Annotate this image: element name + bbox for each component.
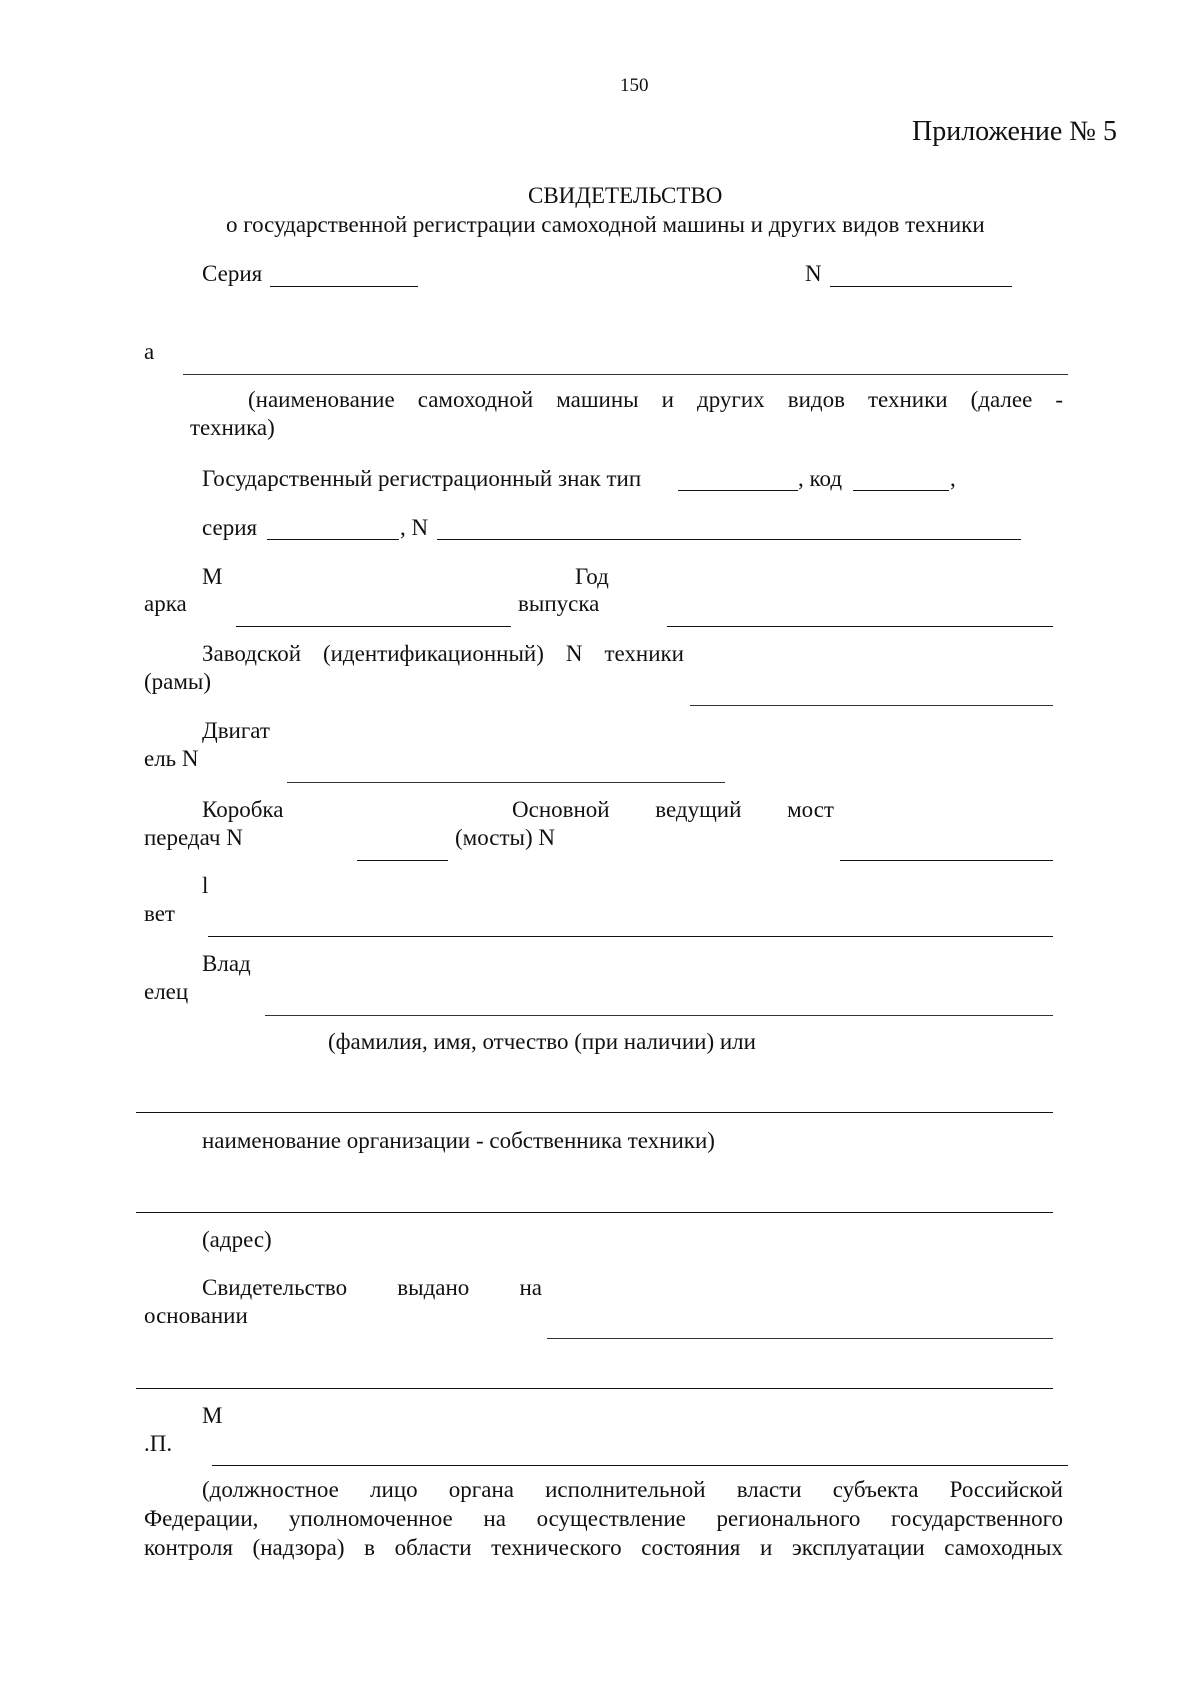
word: техники bbox=[868, 387, 948, 412]
word: самоходных bbox=[944, 1535, 1063, 1560]
word: и bbox=[661, 387, 674, 412]
color-label-cont: вет bbox=[144, 901, 175, 926]
owner-label: Влад bbox=[202, 951, 251, 976]
word: на bbox=[483, 1506, 506, 1531]
word: состояния bbox=[641, 1535, 741, 1560]
axle-label bbox=[512, 796, 834, 824]
official-signature-field[interactable] bbox=[212, 1465, 1068, 1466]
machine-name-caption-cont: техника) bbox=[190, 415, 275, 440]
word: и bbox=[759, 1535, 773, 1560]
axle-label-cont: (мосты) N bbox=[455, 825, 556, 850]
color-field[interactable] bbox=[208, 936, 1053, 937]
word: субъекта bbox=[832, 1477, 919, 1502]
owner-caption: (фамилия, имя, отчество (при наличии) или bbox=[328, 1029, 756, 1054]
page-number: 150 bbox=[620, 75, 649, 96]
year-label-vypuska: выпуска bbox=[518, 591, 600, 616]
word: на bbox=[519, 1275, 542, 1300]
word: техники bbox=[604, 641, 684, 666]
engine-number-field[interactable] bbox=[287, 782, 725, 783]
word: государственного bbox=[891, 1506, 1063, 1531]
stamp-label-cont: .П. bbox=[144, 1431, 173, 1456]
word: (идентификационный) bbox=[322, 641, 544, 666]
word: (должностное bbox=[202, 1477, 339, 1502]
word: машины bbox=[556, 387, 639, 412]
series-label: Серия bbox=[202, 261, 263, 286]
word: мост bbox=[787, 797, 834, 822]
document-subtitle: о государственной регистрации самоходной машины и других видов техники bbox=[226, 212, 985, 237]
issued-label bbox=[202, 1274, 542, 1302]
word: других bbox=[697, 387, 765, 412]
word: власти bbox=[736, 1477, 802, 1502]
year-field[interactable] bbox=[667, 626, 1053, 627]
word: области bbox=[394, 1535, 472, 1560]
word: контроля bbox=[144, 1535, 233, 1560]
word: регионального bbox=[716, 1506, 861, 1531]
reg-sign-label: Государственный регистрационный знак тип bbox=[202, 466, 642, 491]
factory-number-label bbox=[202, 640, 684, 668]
series2-number-field[interactable] bbox=[437, 539, 1021, 540]
word: N bbox=[565, 641, 583, 666]
owner-label-cont: елец bbox=[144, 979, 189, 1004]
word: эксплуатации bbox=[791, 1535, 925, 1560]
reg-comma: , bbox=[950, 466, 956, 491]
word: Основной bbox=[512, 797, 610, 822]
owner-field[interactable] bbox=[265, 1015, 1053, 1016]
address-caption: (адрес) bbox=[202, 1227, 272, 1252]
number-field[interactable] bbox=[830, 286, 1012, 287]
word: (надзора) bbox=[252, 1535, 345, 1560]
official-caption-line-2 bbox=[144, 1505, 1063, 1533]
brand-field[interactable] bbox=[236, 626, 511, 627]
series2-n-label: , N bbox=[400, 515, 429, 540]
word: видов bbox=[787, 387, 845, 412]
reg-code-field[interactable] bbox=[853, 490, 949, 491]
color-label: l bbox=[202, 873, 209, 898]
engine-label-cont: ель N bbox=[144, 746, 199, 771]
word: (далее bbox=[970, 387, 1033, 412]
machine-name-caption bbox=[248, 386, 1063, 414]
machine-name-field[interactable] bbox=[183, 374, 1068, 375]
word: исполнительной bbox=[545, 1477, 706, 1502]
word: выдано bbox=[397, 1275, 470, 1300]
org-caption: наименование организации - собственника техники) bbox=[202, 1128, 715, 1153]
reg-code-label: , код bbox=[798, 466, 843, 491]
brand-label-arka: арка bbox=[144, 591, 187, 616]
factory-number-label-cont: (рамы) bbox=[144, 669, 212, 694]
word: ведущий bbox=[655, 797, 742, 822]
word: самоходной bbox=[417, 387, 534, 412]
engine-label: Двигат bbox=[202, 718, 270, 743]
gearbox-label-cont: передач N bbox=[144, 825, 243, 850]
official-caption-line-3 bbox=[144, 1534, 1063, 1562]
word: Свидетельство bbox=[202, 1275, 348, 1300]
issued-basis-field-2[interactable] bbox=[136, 1388, 1053, 1389]
axle-number-field[interactable] bbox=[840, 860, 1053, 861]
series-field[interactable] bbox=[270, 286, 418, 287]
official-caption-line-1 bbox=[202, 1476, 1063, 1504]
factory-number-field[interactable] bbox=[690, 705, 1053, 706]
reg-sign-type-field[interactable] bbox=[678, 490, 798, 491]
year-label-god: Год bbox=[575, 564, 609, 589]
word: Федерации, bbox=[144, 1506, 259, 1531]
a-label: а bbox=[144, 339, 155, 364]
word: уполномоченное bbox=[289, 1506, 453, 1531]
stamp-label: M bbox=[202, 1403, 223, 1428]
word: - bbox=[1055, 387, 1063, 412]
number-label: N bbox=[805, 261, 822, 286]
word: технического bbox=[491, 1535, 622, 1560]
gearbox-label: Коробка bbox=[202, 797, 284, 822]
issued-basis-field[interactable] bbox=[547, 1338, 1053, 1339]
word: осуществление bbox=[536, 1506, 686, 1531]
appendix-label: Приложение № 5 bbox=[912, 116, 1117, 147]
word: органа bbox=[448, 1477, 514, 1502]
document-title: СВИДЕТЕЛЬСТВО bbox=[528, 183, 723, 208]
brand-label-m: М bbox=[202, 564, 223, 589]
word: лицо bbox=[370, 1477, 418, 1502]
gearbox-number-field[interactable] bbox=[357, 860, 448, 861]
owner-name-field[interactable] bbox=[136, 1112, 1053, 1113]
word: Российской bbox=[949, 1477, 1063, 1502]
issued-label-cont: основании bbox=[144, 1303, 248, 1328]
address-field[interactable] bbox=[136, 1212, 1053, 1213]
series2-label: серия bbox=[202, 515, 258, 540]
word: в bbox=[364, 1535, 376, 1560]
word: Заводской bbox=[202, 641, 301, 666]
series2-field[interactable] bbox=[267, 539, 399, 540]
word: (наименование bbox=[248, 387, 395, 412]
